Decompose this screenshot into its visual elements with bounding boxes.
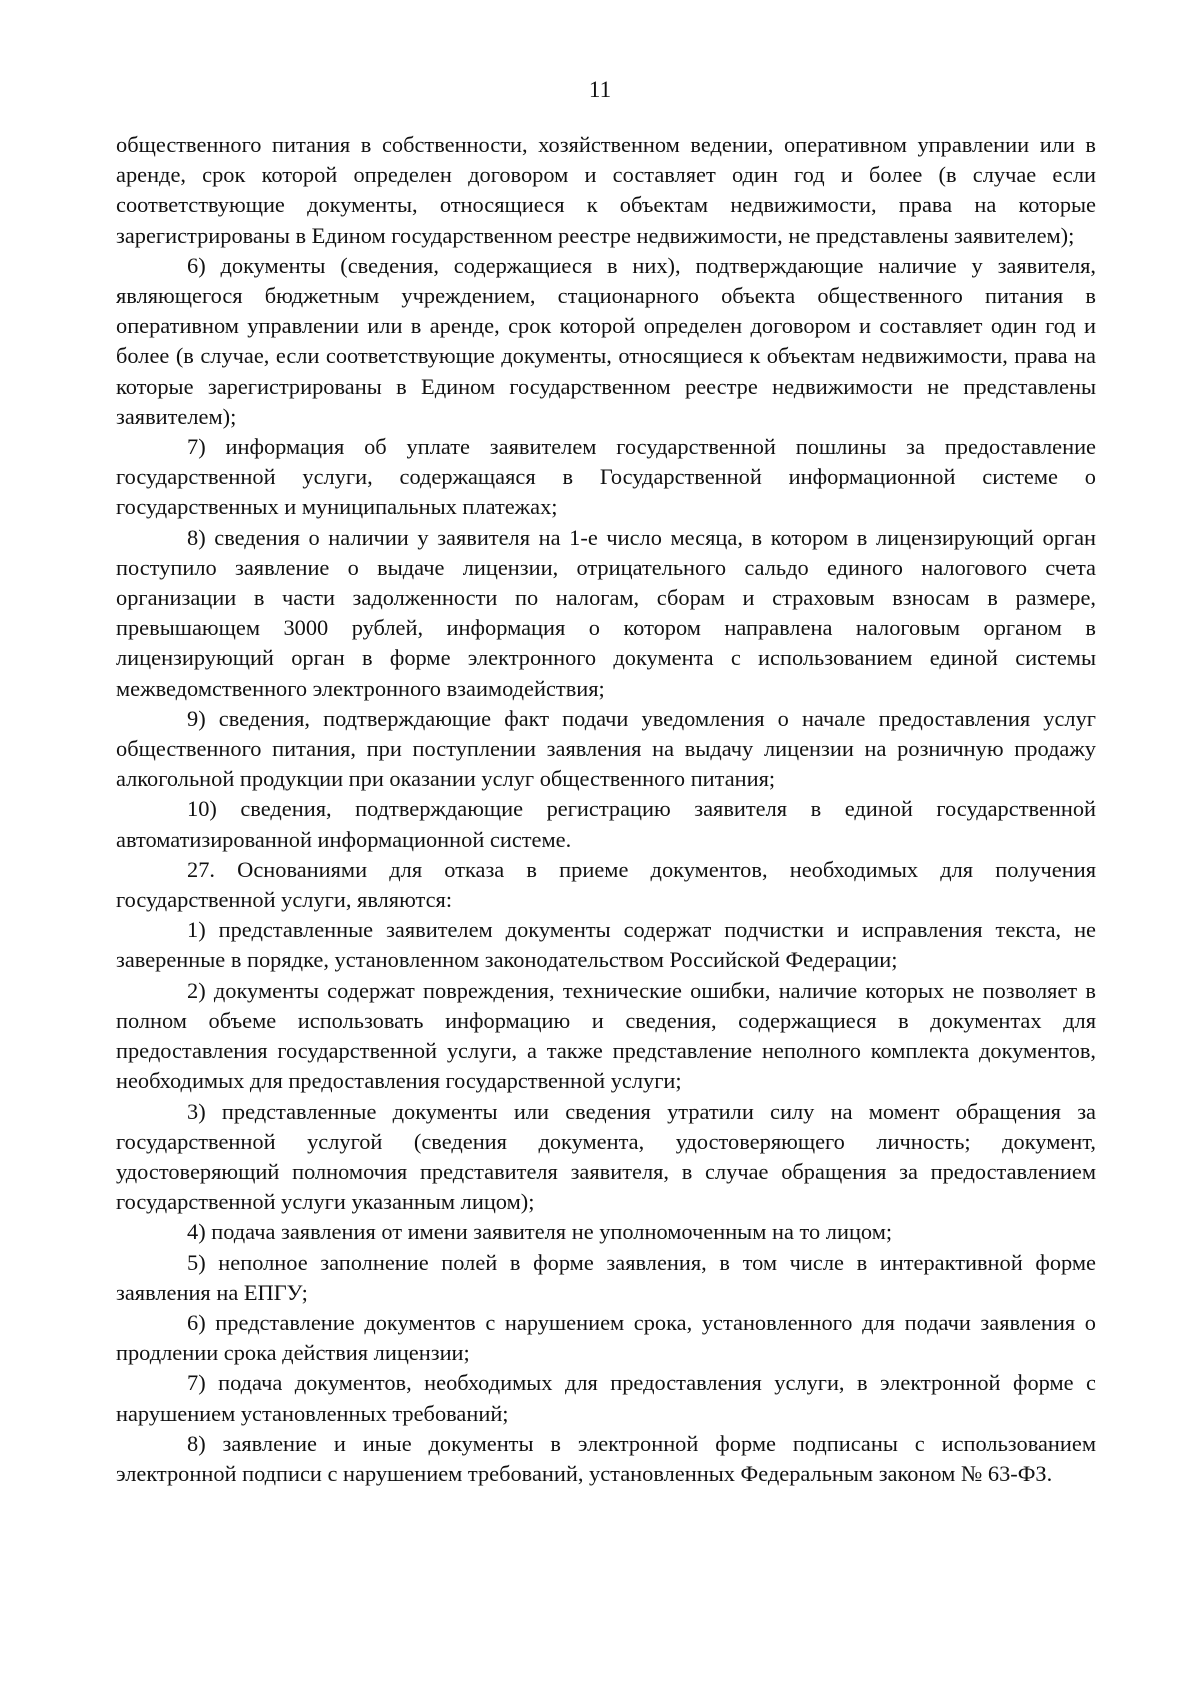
refusal-item-4: 4) подача заявления от имени заявителя не уполномоченным на то лицом; [187, 1219, 893, 1245]
refusal-item-5: 5) неполное заполнение полей в форме заявления, в том числе в интерактивной форме заявления на ЕПГУ; [116, 1249, 1096, 1305]
paragraph-continuation: общественного питания в собственности, хозяйственном ведении, оперативном управлении или в аренде, срок которой определен договором и составляет один год и более (в случае если соответствующие документы, относящиеся к объектам недвижимости, права на которые зарегистрированы в Едином государственном реестре недвижимости, не представлены заявителем); [116, 132, 1096, 248]
document-body [116, 130, 1096, 1489]
list-item-8-tax-balance-info: 8) сведения о наличии у заявителя на 1-е число месяца, в котором в лицензирующий орган поступило заявление о выдаче лицензии, отрицательного сальдо единого налогового счета организации в части задолженности по налогам, сборам и страховым взносам в размере, превышающем 3000 рублей, информация о котором направлена налоговым органом в лицензирующий орган в форме электронного документа с использованием единой системы межведомственного электронного взаимодействия; [116, 524, 1096, 701]
refusal-item-1: 1) представленные заявителем документы содержат подчистки и исправления текста, не заверенные в порядке, установленном законодательством Российской Федерации; [116, 917, 1096, 973]
refusal-item-2: 2) документы содержат повреждения, технические ошибки, наличие которых не позволяет в полном объеме использовать информацию и сведения, содержащиеся в документах для предоставления государственной услуги, а также представление неполного комплекта документов, необходимых для предоставления государственной услуги; [116, 977, 1096, 1094]
page-number: 11 [588, 77, 612, 102]
refusal-item-7: 7) подача документов, необходимых для предоставления услуги, в электронной форме с нарушением установленных требований; [116, 1370, 1096, 1426]
list-item-10-egais-registration: 10) сведения, подтверждающие регистрацию заявителя в единой государственной автоматизированной информационной системе. [116, 796, 1096, 852]
refusal-item-6: 6) представление документов с нарушением срока, установленного для подачи заявления о продлении срока действия лицензии; [116, 1309, 1096, 1366]
refusal-item-8: 8) заявление и иные документы в электронной форме подписаны с использованием электронной подписи с нарушением требований, установленных Федеральным законом № 63-ФЗ. [116, 1430, 1096, 1486]
section-27-refusal-grounds: 27. Основаниями для отказа в приеме документов, необходимых для получения государственной услуги, являются: [116, 856, 1096, 913]
list-item-9-catering-notice: 9) сведения, подтверждающие факт подачи уведомления о начале предоставления услуг общественного питания, при поступлении заявления на выдачу лицензии на розничную продажу алкогольной продукции при оказании услуг общественного питания; [116, 705, 1096, 792]
refusal-item-3: 3) представленные документы или сведения утратили силу на момент обращения за государственной услугой (сведения документа, удостоверяющего личность; документ, удостоверяющий полномочия представителя заявителя, в случае обращения за предоставлением государственной услуги указанным лицом); [116, 1098, 1096, 1215]
list-item-6-documents-budget-institution: 6) документы (сведения, содержащиеся в них), подтверждающие наличие у заявителя, являющегося бюджетным учреждением, стационарного объекта общественного питания в оперативном управлении или в аренде, срок которой определен договором и составляет один год и более (в случае, если соответствующие документы, относящиеся к объектам недвижимости, права на которые зарегистрированы в Едином государственном реестре недвижимости не представлены заявителем); [116, 252, 1096, 429]
list-item-7-state-fee-info: 7) информация об уплате заявителем государственной пошлины за предоставление государственной услуги, содержащаяся в Государственной информационной системе о государственных и муниципальных платежах; [116, 434, 1096, 520]
